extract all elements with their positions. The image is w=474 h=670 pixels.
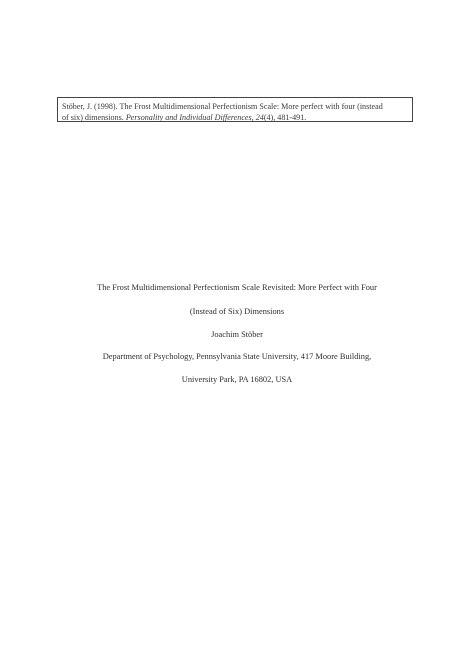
- affiliation-line-1: Department of Psychology, Pennsylvania State University, 417 Moore Building,: [102, 352, 372, 361]
- paper-title-line-2: (Instead of Six) Dimensions: [189, 307, 285, 316]
- citation-line-2-prefix: of six) dimensions.: [62, 113, 126, 122]
- paper-title-line-1: The Frost Multidimensional Perfectionism Scale Revisited: More Perfect with Four: [97, 283, 377, 292]
- citation-line-2: [62, 112, 408, 123]
- citation-line-1: Stöber, J. (1998). The Frost Multidimensional Perfectionism Scale: More perfect with four (instead: [62, 102, 383, 111]
- affiliation-line-2: University Park, PA 16802, USA: [181, 375, 293, 384]
- citation-box: [57, 97, 413, 122]
- author-name: Joachim Stöber: [211, 330, 263, 339]
- citation-issue-pages: (4), 481-491.: [263, 113, 307, 122]
- citation-journal: Personality and Individual Differences, 24: [125, 113, 264, 122]
